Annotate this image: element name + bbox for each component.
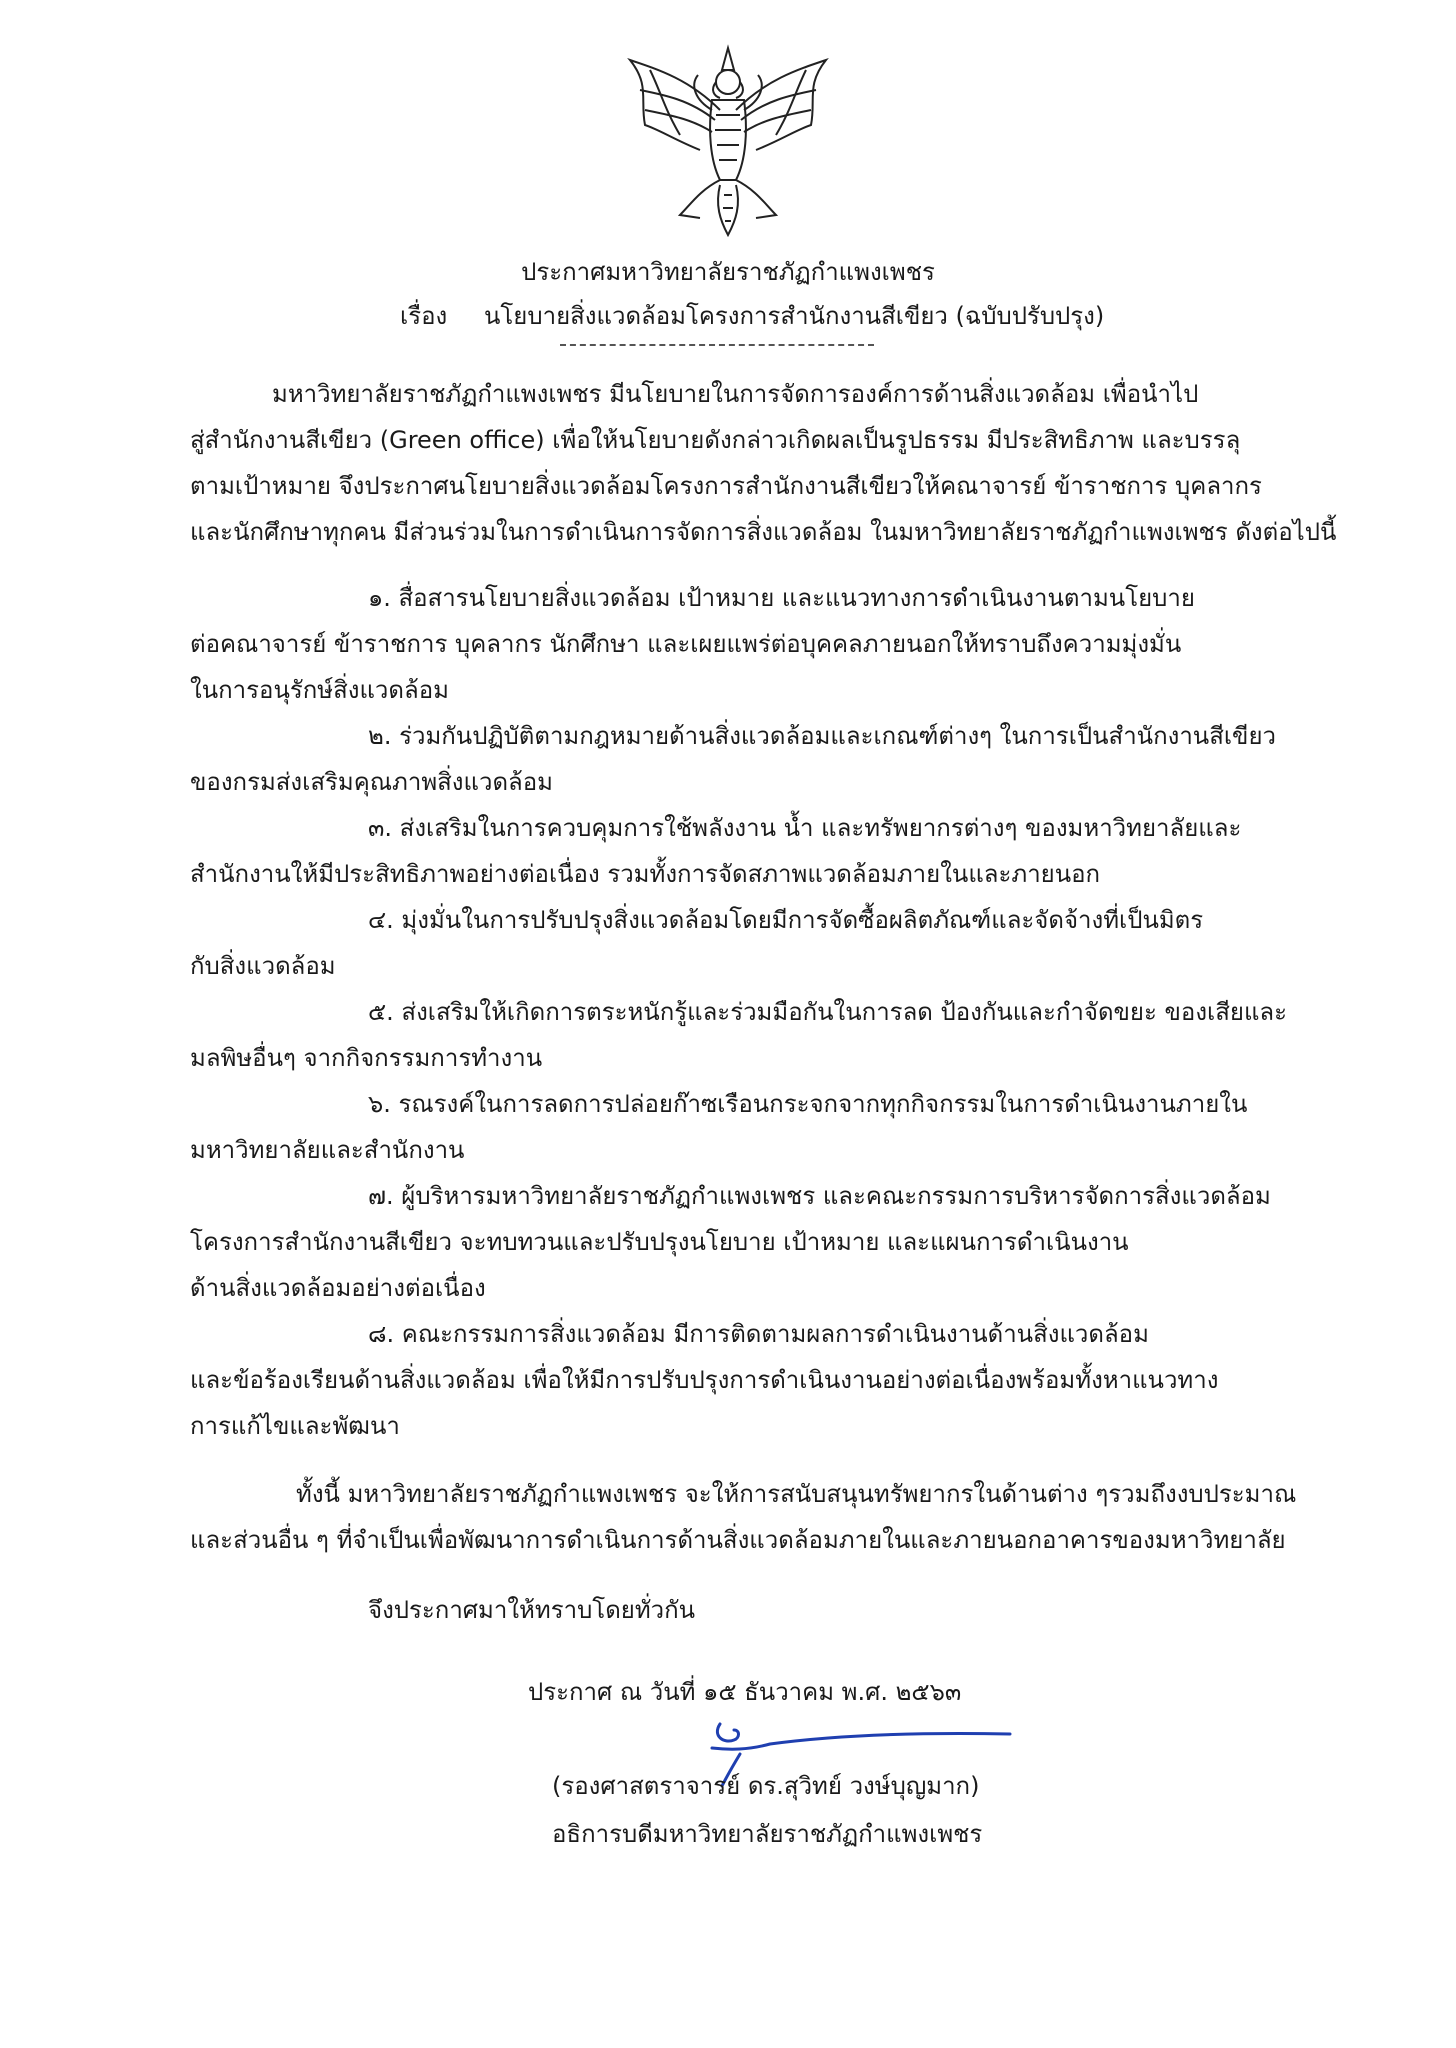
signatory-name: (รองศาสตราจารย์ ดร.สุวิทย์ วงษ์บุญมาก)	[552, 1772, 980, 1800]
policy-item-2: ๒. ร่วมกันปฏิบัติตามกฎหมายด้านสิ่งแวดล้อมและเกณฑ์ต่างๆ ในการเป็นสำนักงานสีเขียว	[368, 722, 1277, 750]
document-title: ประกาศมหาวิทยาลัยราชภัฏกำแพงเพชร	[521, 258, 935, 286]
policy-item-7: ๗. ผู้บริหารมหาวิทยาลัยราชภัฏกำแพงเพชร และคณะกรรมการบริหารจัดการสิ่งแวดล้อม	[368, 1182, 1271, 1210]
garuda-emblem-icon	[620, 40, 836, 240]
policy-item-8: ๘. คณะกรรมการสิ่งแวดล้อม มีการติดตามผลการดำเนินงานด้านสิ่งแวดล้อม	[368, 1320, 1149, 1348]
subject-text: นโยบายสิ่งแวดล้อมโครงการสำนักงานสีเขียว (ฉบับปรับปรุง)	[484, 302, 1105, 330]
policy-item-2-cont: ของกรมส่งเสริมคุณภาพสิ่งแวดล้อม	[190, 768, 553, 796]
policy-item-5: ๕. ส่งเสริมให้เกิดการตระหนักรู้และร่วมมือกันในการลด ป้องกันและกำจัดขยะ ของเสียและ	[368, 998, 1288, 1026]
policy-item-6: ๖. รณรงค์ในการลดการปล่อยก๊าซเรือนกระจกจากทุกกิจกรรมในการดำเนินงานภายใน	[368, 1090, 1248, 1118]
policy-item-8-cont: และข้อร้องเรียนด้านสิ่งแวดล้อม เพื่อให้มีการปรับปรุงการดำเนินงานอย่างต่อเนื่องพร้อมทั้งหาแนวทาง	[190, 1366, 1219, 1394]
subject-label: เรื่อง	[400, 302, 448, 330]
policy-item-8-cont: การแก้ไขและพัฒนา	[190, 1412, 400, 1440]
policy-item-7-cont: ด้านสิ่งแวดล้อมอย่างต่อเนื่อง	[190, 1274, 486, 1302]
closing-line: ทั้งนี้ มหาวิทยาลัยราชภัฏกำแพงเพชร จะให้การสนับสนุนทรัพยากรในด้านต่าง ๆรวมถึงงบประมาณ	[296, 1480, 1297, 1508]
policy-item-3-cont: สำนักงานให้มีประสิทธิภาพอย่างต่อเนื่อง รวมทั้งการจัดสภาพแวดล้อมภายในและภายนอก	[190, 860, 1101, 888]
closing-line: และส่วนอื่น ๆ ที่จำเป็นเพื่อพัฒนาการดำเนินการด้านสิ่งแวดล้อมภายในและภายนอกอาคารของมหาวิทยาลัย	[190, 1526, 1286, 1554]
announce-line: จึงประกาศมาให้ทราบโดยทั่วกัน	[368, 1596, 696, 1624]
policy-item-4-cont: กับสิ่งแวดล้อม	[190, 952, 336, 980]
policy-item-5-cont: มลพิษอื่นๆ จากกิจกรรมการทำงาน	[190, 1044, 543, 1072]
intro-line: สู่สำนักงานสีเขียว (Green office) เพื่อให้นโยบายดังกล่าวเกิดผลเป็นรูปธรรม มีประสิทธิภาพ และบรรลุ	[190, 426, 1241, 454]
policy-item-1: ๑. สื่อสารนโยบายสิ่งแวดล้อม เป้าหมาย และแนวทางการดำเนินงานตามนโยบาย	[368, 584, 1195, 612]
policy-item-6-cont: มหาวิทยาลัยและสำนักงาน	[190, 1136, 465, 1164]
policy-item-3: ๓. ส่งเสริมในการควบคุมการใช้พลังงาน น้ำ และทรัพยากรต่างๆ ของมหาวิทยาลัยและ	[368, 814, 1242, 842]
title-separator	[560, 344, 874, 346]
policy-item-7-cont: โครงการสำนักงานสีเขียว จะทบทวนและปรับปรุงนโยบาย เป้าหมาย และแผนการดำเนินงาน	[190, 1228, 1129, 1256]
announcement-date: ประกาศ ณ วันที่ ๑๕ ธันวาคม พ.ศ. ๒๕๖๓	[528, 1678, 962, 1706]
intro-line: และนักศึกษาทุกคน มีส่วนร่วมในการดำเนินการจัดการสิ่งแวดล้อม ในมหาวิทยาลัยราชภัฏกำแพงเพชร ดังต่อไปนี้	[190, 518, 1337, 546]
policy-item-1-cont: ในการอนุรักษ์สิ่งแวดล้อม	[190, 676, 449, 704]
policy-item-1-cont: ต่อคณาจารย์ ข้าราชการ บุคลากร นักศึกษา และเผยแพร่ต่อบุคคลภายนอกให้ทราบถึงความมุ่งมั่น	[190, 630, 1182, 658]
intro-line: ตามเป้าหมาย จึงประกาศนโยบายสิ่งแวดล้อมโครงการสำนักงานสีเขียวให้คณาจารย์ ข้าราชการ บุคลากร	[190, 472, 1262, 500]
policy-item-4: ๔. มุ่งมั่นในการปรับปรุงสิ่งแวดล้อมโดยมีการจัดซื้อผลิตภัณฑ์และจัดจ้างที่เป็นมิตร	[368, 906, 1204, 934]
signatory-position: อธิการบดีมหาวิทยาลัยราชภัฏกำแพงเพชร	[552, 1820, 983, 1848]
intro-line: มหาวิทยาลัยราชภัฏกำแพงเพชร มีนโยบายในการจัดการองค์การด้านสิ่งแวดล้อม เพื่อนำไป	[272, 380, 1199, 408]
